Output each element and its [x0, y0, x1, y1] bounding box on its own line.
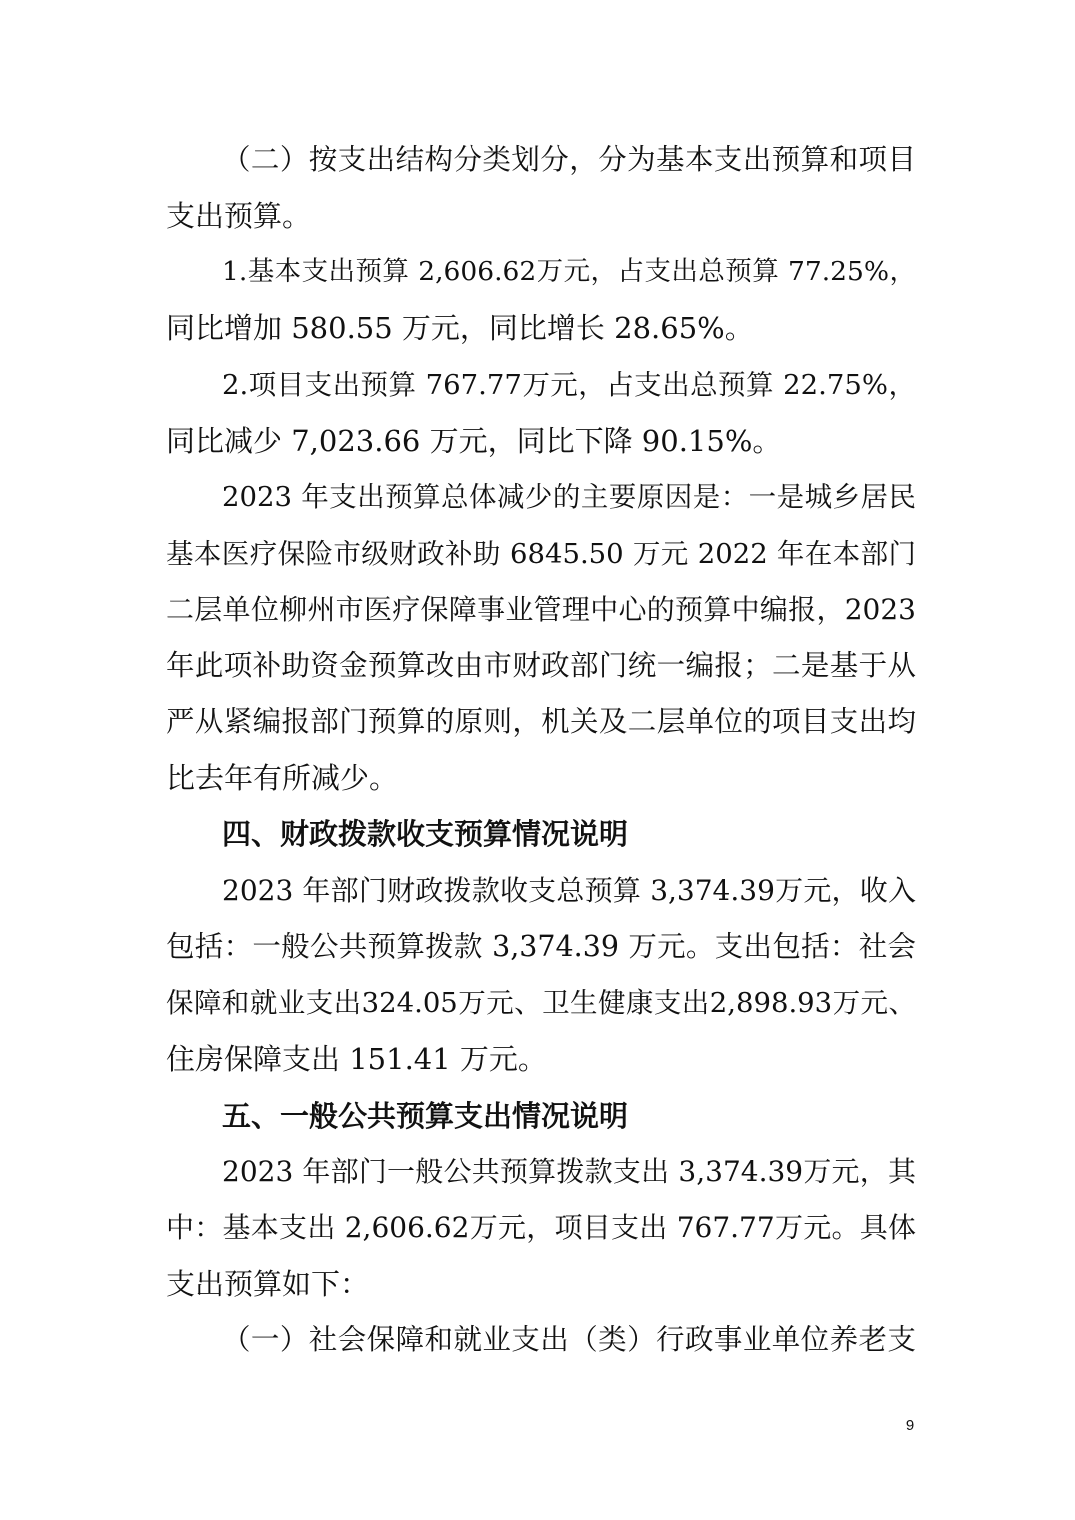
paragraph-line: 2023 年支出预算总体减少的主要原因是：一是城乡居民 [222, 481, 916, 513]
paragraph-line: 住房保障支出 151.41 万元。 [166, 1042, 547, 1076]
paragraph-line: 年此项补助资金预算改由市财政部门统一编报；二是基于从 [166, 649, 916, 682]
paragraph-line: 2023 年部门一般公共预算拨款支出 3,374.39万元，其 [222, 1155, 916, 1188]
paragraph-line: 2.项目支出预算 767.77万元，占支出总预算 22.75%， [222, 369, 916, 401]
paragraph-line: 1.基本支出预算 2,606.62万元，占支出总预算 77.25%， [222, 256, 916, 287]
section-heading: 五、一般公共预算支出情况说明 [222, 1099, 629, 1133]
paragraph-line: （二）按支出结构分类划分，分为基本支出预算和项目 [222, 143, 916, 176]
paragraph-line: 包括：一般公共预算拨款 3,374.39 万元。支出包括：社会 [166, 930, 916, 963]
paragraph-line: 2023 年部门财政拨款收支总预算 3,374.39万元，收入 [222, 874, 916, 907]
paragraph-line: 支出预算如下： [166, 1267, 370, 1301]
paragraph-line: 二层单位柳州市医疗保障事业管理中心的预算中编报，2023 [166, 593, 916, 626]
paragraph-line: 比去年有所减少。 [166, 761, 399, 795]
paragraph-line: 同比减少 7,023.66 万元，同比下降 90.15%。 [166, 424, 782, 458]
paragraph-line: 严从紧编报部门预算的原则，机关及二层单位的项目支出均 [166, 705, 916, 738]
section-heading: 四、财政拨款收支预算情况说明 [222, 817, 629, 851]
paragraph-line: 同比增加 580.55 万元，同比增长 28.65%。 [166, 311, 754, 345]
paragraph-line: 基本医疗保险市级财政补助 6845.50 万元 2022 年在本部门 [166, 538, 916, 570]
paragraph-line: （一）社会保障和就业支出（类）行政事业单位养老支 [222, 1323, 916, 1356]
paragraph-line: 保障和就业支出324.05万元、卫生健康支出2,898.93万元、 [166, 987, 916, 1019]
page-number: 9 [905, 1417, 915, 1434]
paragraph-line: 中：基本支出 2,606.62万元，项目支出 767.77万元。具体 [166, 1211, 916, 1244]
paragraph-line: 支出预算。 [166, 199, 312, 233]
